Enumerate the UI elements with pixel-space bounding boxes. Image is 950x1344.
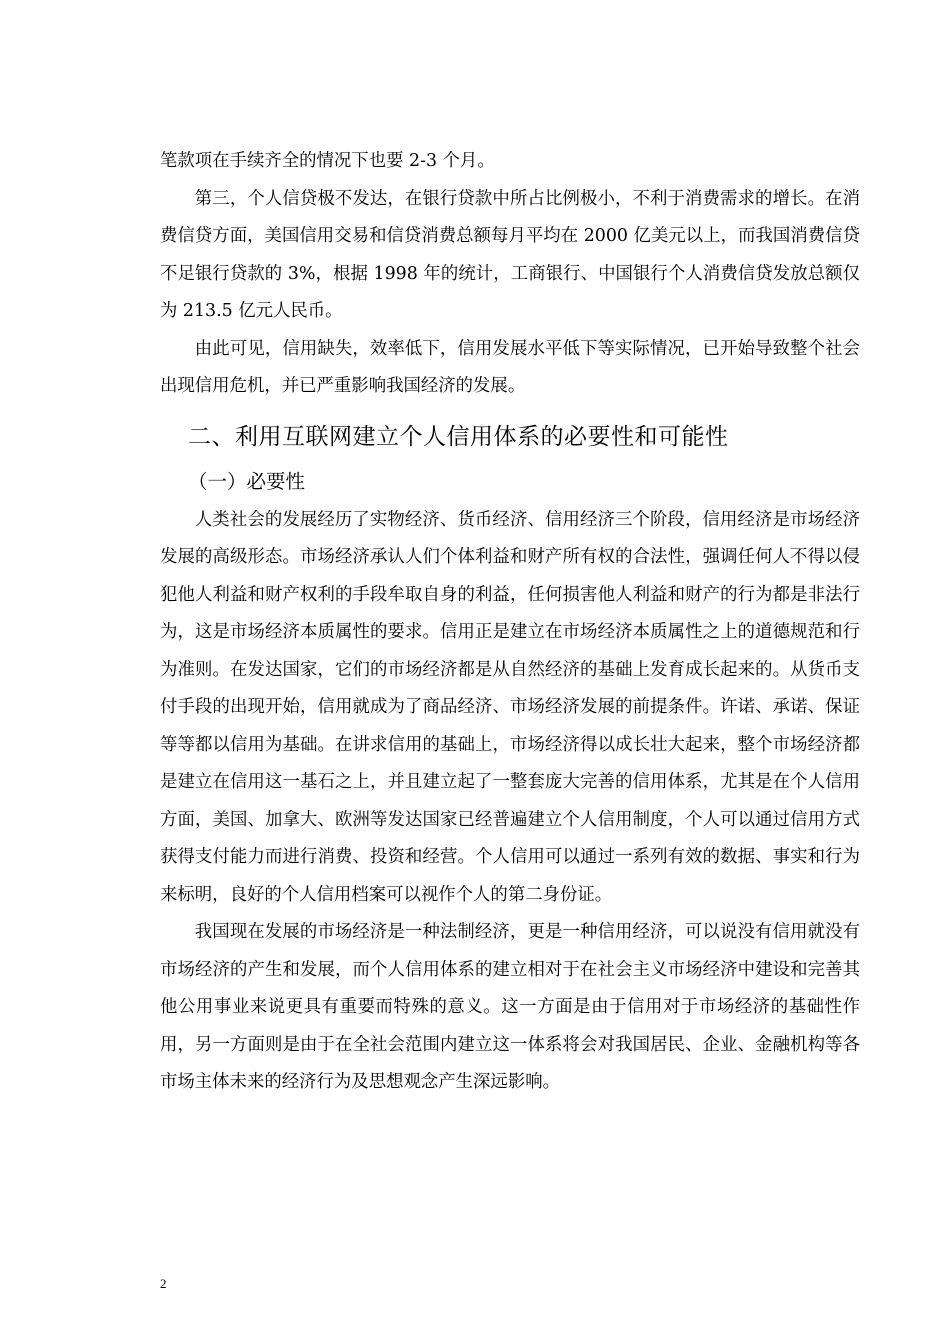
paragraph-consumer-credit: 第三，个人信贷极不发达，在银行贷款中所占比例极小，不利于消费需求的增长。在消费信贷方面，美国信用交易和信贷消费总额每月平均在 2000 亿美元以上，而我国消费信贷不足银行贷款的 3%，根据 1998 年的统计，工商银行、中国银行个人消费信贷发放总额仅为 213.5 亿元人民币。 bbox=[160, 188, 860, 321]
subsection-heading: （一）必要性 bbox=[188, 469, 306, 493]
paragraph-credit-economy: 人类社会的发展经历了实物经济、货币经济、信用经济三个阶段，信用经济是市场经济发展的高级形态。市场经济承认人们个体利益和财产所有权的合法性，强调任何人不得以侵犯他人利益和财产权利的手段牟取自身的利益，任何损害他人利益和财产的行为都是非法行为，这是市场经济本质属性的要求。信用正是建立在市场经济本质属性之上的道德规范和行为准则。在发达国家，它们的市场经济都是从自然经济的基础上发育成长起来的。从货币支付手段的出现开始，信用就成为了商品经济、市场经济发展的前提条件。许诺、承诺、保证等等都以信用为基础。在讲求信用的基础上，市场经济得以成长壮大起来，整个市场经济都是建立在信用这一基石之上，并且建立起了一整套庞大完善的信用体系，尤其是在个人信用方面，美国、加拿大、欧洲等发达国家已经普遍建立个人信用制度，个人可以通过信用方式获得支付能力而进行消费、投资和经营。个人信用可以通过一系列有效的数据、事实和行为来标明，良好的个人信用档案可以视作个人的第二身份证。 bbox=[160, 509, 860, 905]
page-content bbox=[160, 143, 860, 1102]
section-heading: 二、利用互联网建立个人信用体系的必要性和可能性 bbox=[188, 423, 729, 450]
page-number: 2 bbox=[160, 1276, 167, 1291]
paragraph-continuation: 笔款项在手续齐全的情况下也要 2-3 个月。 bbox=[160, 151, 495, 171]
paragraph-market-economy: 我国现在发展的市场经济是一种法制经济，更是一种信用经济，可以说没有信用就没有市场经济的产生和发展，而个人信用体系的建立相对于在社会主义市场经济中建设和完善其他公用事业来说更具有重要而特殊的意义。这一方面是由于信用对于市场经济的基础性作用，另一方面则是由于在全社会范围内建立这一体系将会对我国居民、企业、金融机构等各市场主体未来的经济行为及思想观念产生深远影响。 bbox=[160, 922, 860, 1092]
paragraph-conclusion: 由此可见，信用缺失，效率低下，信用发展水平低下等实际情况，已开始导致整个社会出现信用危机，并已严重影响我国经济的发展。 bbox=[160, 338, 860, 396]
